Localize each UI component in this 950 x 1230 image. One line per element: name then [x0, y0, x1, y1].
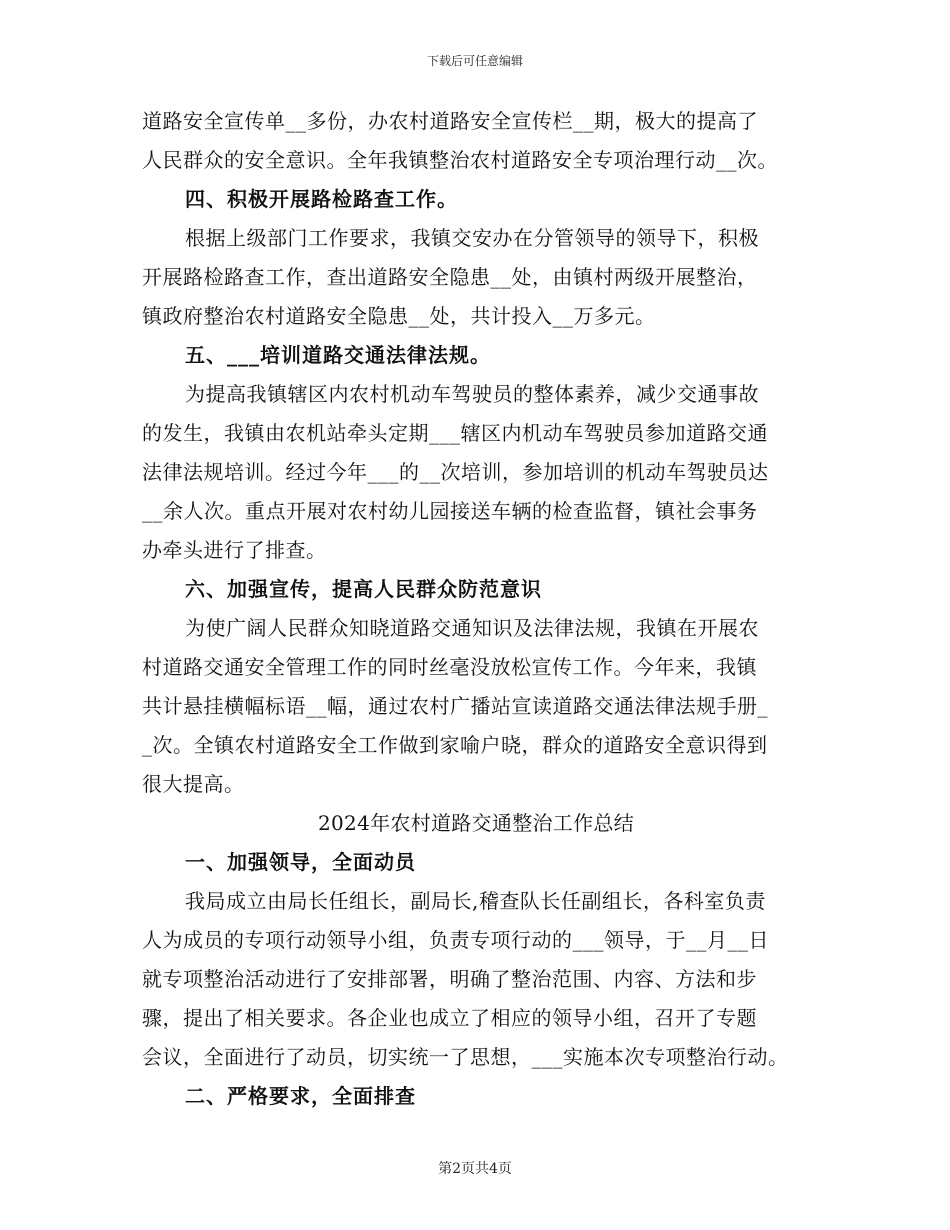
paragraph-first-line: 我局成立由局长任组长，副局长,稽查队长任副组长，各科室负责 [185, 889, 766, 913]
section-heading: 六、加强宣传，提高人民群众防范意识 [185, 577, 542, 601]
paragraph-first-line: 为使广阔人民群众知晓道路交通知识及法律法规，我镇在开展农 [185, 616, 759, 640]
paragraph-line: 开展路检路查工作，查出道路安全隐患__处，由镇村两级开展整治， [142, 265, 758, 289]
paragraph-line: 很大提高。 [142, 772, 245, 796]
paragraph-line: 骤，提出了相关要求。各企业也成立了相应的领导小组，召开了专题 [142, 1006, 757, 1030]
paragraph-line: _次。全镇农村道路安全工作做到家喻户晓，群众的道路安全意识得到 [142, 733, 768, 757]
paragraph-line: 会议，全面进行了动员，切实统一了思想，___实施本次专项整治行动。 [142, 1045, 789, 1069]
section-heading: 二、严格要求，全面排查 [185, 1084, 416, 1108]
paragraph-line: 的发生，我镇由农机站牵头定期___辖区内机动车驾驶员参加道路交通 [142, 421, 768, 445]
paragraph-line: 道路安全宣传单__多份，办农村道路安全宣传栏__期，极大的提高了 [142, 109, 758, 133]
paragraph-line: 就专项整治活动进行了安排部署，明确了整治范围、内容、方法和步 [142, 967, 757, 991]
paragraph-line: 法律法规培训。经过今年___的__次培训，参加培训的机动车驾驶员达 [142, 460, 769, 484]
paragraph-first-line: 根据上级部门工作要求，我镇交安办在分管领导的领导下，积极 [185, 226, 759, 250]
paragraph-line: 办牵头进行了排查。 [142, 538, 327, 562]
document-title: 2024年农村道路交通整治工作总结 [318, 811, 634, 835]
page-header-note: 下载后可任意编辑 [426, 54, 523, 68]
paragraph-first-line: 为提高我镇辖区内农村机动车驾驶员的整体素养，减少交通事故 [185, 382, 759, 406]
section-heading: 五、___培训道路交通法律法规。 [185, 343, 491, 367]
paragraph-line: 村道路交通安全管理工作的同时丝毫没放松宣传工作。今年来，我镇 [142, 655, 757, 679]
page-number: 第2页共4页 [438, 1161, 512, 1177]
paragraph-line: 人民群众的安全意识。全年我镇整治农村道路安全专项治理行动__次。 [142, 148, 778, 172]
document-body [142, 102, 810, 1116]
paragraph-line: 共计悬挂横幅标语__幅，通过农村广播站宣读道路交通法律法规手册_ [142, 694, 768, 718]
paragraph-line: 人为成员的专项行动领导小组，负责专项行动的___领导，于__月__日 [142, 928, 769, 952]
section-heading: 四、积极开展路检路查工作。 [185, 187, 458, 211]
paragraph-line: __余人次。重点开展对农村幼儿园接送车辆的检查监督，镇社会事务 [142, 499, 758, 523]
paragraph-line: 镇政府整治农村道路安全隐患__处，共计投入__万多元。 [142, 304, 656, 328]
section-heading: 一、加强领导，全面动员 [185, 850, 416, 874]
